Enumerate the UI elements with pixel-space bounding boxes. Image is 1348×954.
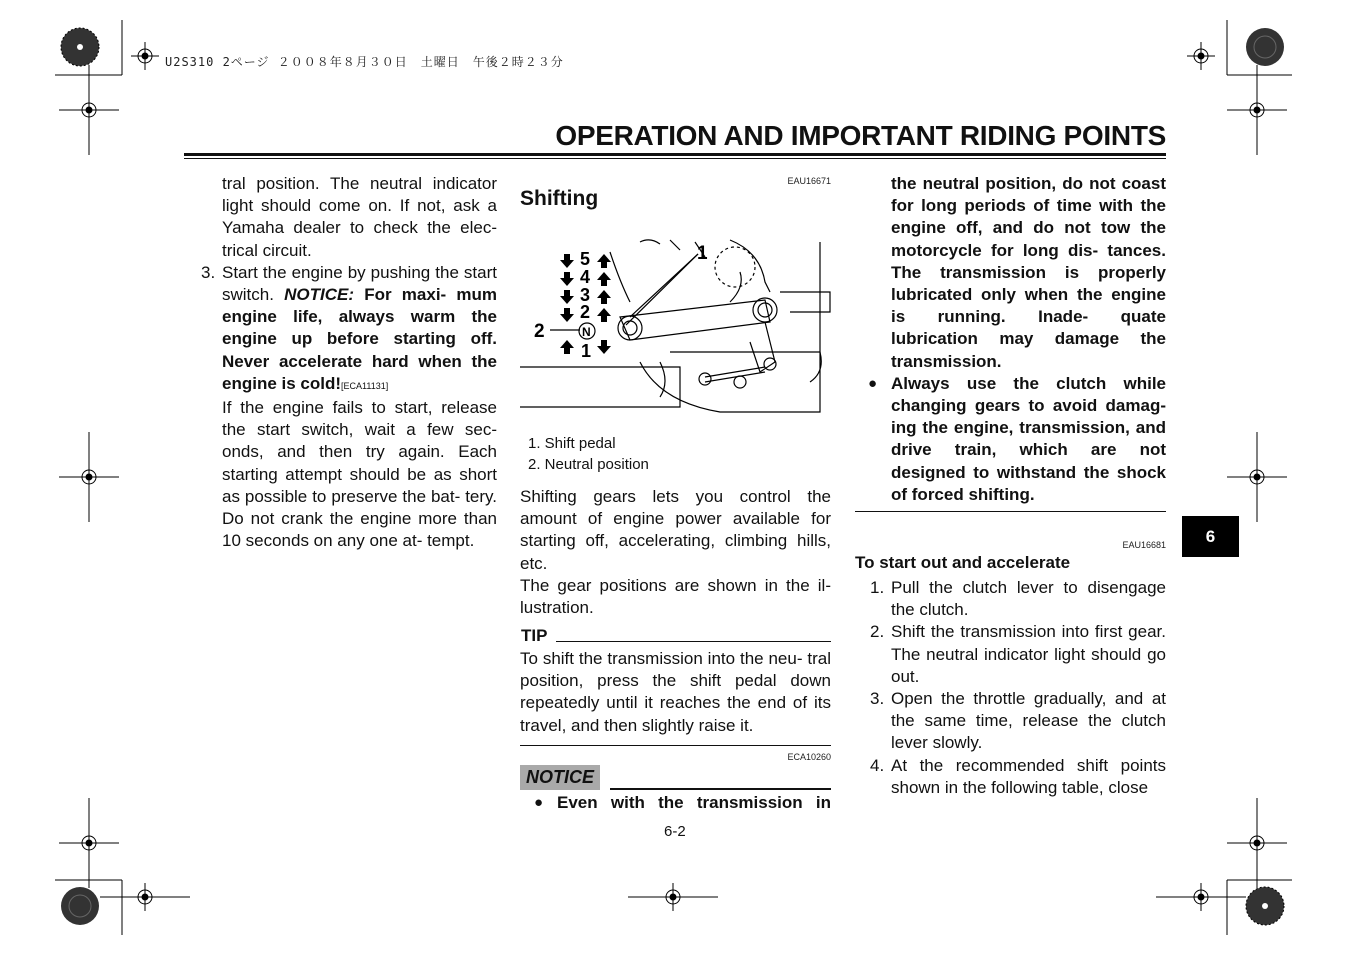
continued-paragraph: tral position. The neutral indicator light should come on. If not, ask a Yamaha dealer to check the elec- trical circuit. [222,174,497,260]
list-item [870,621,1166,688]
list-item [870,688,1166,755]
left-column [201,173,497,552]
title-rule-thin [184,158,1166,159]
list-number: 4. [870,755,885,775]
notice-label: NOTICE [520,765,600,790]
list-number: 3. [201,262,216,282]
tip-rule [556,641,831,642]
paragraph: Shifting gears lets you control the amount of engine power available for starting off, accelerating, climbing hills, etc. [520,487,831,573]
section-code: EAU16671 [787,176,831,186]
step-followup: If the engine fails to start, release the start switch, wait a few sec- onds, and then try again. Each starting attempt should be as short as possible to preserve the bat- tery. Do not crank the engine more than 10 seconds on any one at- tempt. [222,398,497,551]
list-item [870,755,1166,799]
step-text: Shift the transmission into first gear. The neutral indicator light should go out. [891,622,1166,686]
caption-shift-pedal: 1. Shift pedal [528,435,616,452]
callout-2: 2 [534,321,545,342]
tip-label: TIP [521,626,548,645]
caption-neutral-position: 2. Neutral position [528,456,649,473]
bullet-continuation: the neutral position, do not coast for long periods of time with the engine off, and do not tow the motorcycle for long dis- tances. The transmission is properly lubricated only when the engine is running. Inade- quate lubrication may damage the transmission. [891,174,1166,371]
section-title: Shifting [520,187,599,210]
notice-end-rule [855,511,1166,512]
gear-neutral: N [582,325,591,339]
bullet-icon: ● [534,794,544,811]
chapter-tab: 6 [1182,516,1239,557]
steps-list [870,577,1166,799]
tip-text: To shift the transmission into the neu- tral position, press the shift pedal down repeatedly until it reaches the end of its travel, and then slightly raise it. [520,649,831,735]
bullet-text: Even with the transmission in [557,793,831,812]
gear-1: 1 [581,341,592,361]
page-number: 6-2 [664,823,686,840]
notice-inline-label: NOTICE: [284,285,355,305]
tip-end-rule [520,745,831,746]
shift-pedal-illustration [520,232,832,422]
list-number: 1. [870,578,885,597]
notice-code: ECA10260 [787,752,831,762]
section-code: EAU16681 [1122,540,1166,550]
bullet-text: Always use the clutch while changing gears to avoid damag- ing the engine, transmission, and drive train, which are not designed to withstand the shock of forced shifting. [891,373,1166,504]
figure-captions [528,433,649,475]
title-rule [184,153,1166,156]
paragraph: The gear positions are shown in the il- lustration. [520,575,831,618]
step-text: At the recommended shift points shown in the following table, close [891,755,1166,797]
notice-bullet-1 [534,792,831,814]
page-title: OPERATION AND IMPORTANT RIDING POINTS [555,120,1166,151]
notice-bullet-2 [868,373,1166,506]
step-text: Open the throttle gradually, and at the same time, release the clutch lever slowly. [891,689,1166,753]
step-text: Pull the clutch lever to disengage the clutch. [891,578,1166,620]
subheading: To start out and accelerate [855,553,1071,572]
list-number: 2. [870,622,885,642]
gear-3: 3 [580,285,591,305]
notice-rule [610,788,831,790]
gear-4: 4 [580,267,591,287]
middle-column-body [520,486,831,619]
list-item [870,577,1166,621]
callout-1: 1 [697,243,708,264]
gear-5: 5 [580,249,591,269]
gear-2: 2 [580,302,591,322]
right-column-notice [868,173,1166,506]
bullet-icon: ● [868,374,878,392]
list-number: 3. [870,689,885,709]
step-text: Start the engine by pushing the start switch. [222,262,497,305]
list-item-3 [201,262,497,553]
reference-code: [ECA11131] [341,380,389,391]
notice-inline-text: For maxi- mum engine life, always warm the engine up before starting off. Never accelerate hard when the engine is cold! [222,285,497,393]
print-job-header: U2S310 2ページ ２００８年８月３０日 土曜日 午後２時２３分 [165,55,564,69]
